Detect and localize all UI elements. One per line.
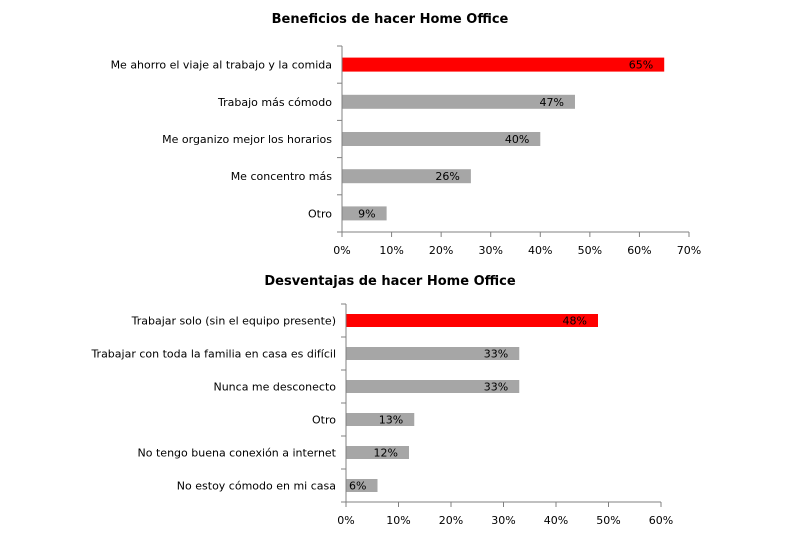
- chart-2-category-label: Trabajar con toda la familia en casa es difícil: [91, 347, 336, 361]
- chart-1-data-label: 65%: [628, 58, 654, 72]
- chart-1-x-tick-label: 60%: [627, 244, 652, 257]
- chart-1-x-tick-label: 20%: [428, 244, 454, 257]
- chart-2-data-label: 33%: [483, 347, 509, 361]
- chart-1-x-tick-label: 30%: [478, 244, 503, 257]
- chart-1-data-label: 40%: [504, 133, 530, 146]
- chart-2-x-tick-label: 40%: [543, 514, 569, 527]
- chart-1-x-tick-label: 70%: [676, 244, 702, 257]
- chart-2-disadvantages: [90, 304, 673, 527]
- chart-1-category-label: Otro: [308, 207, 332, 221]
- chart-2-x-tick-label: 20%: [438, 514, 464, 527]
- chart-2-title: Desventajas de hacer Home Office: [264, 274, 516, 289]
- chart-2-x-tick-label: 10%: [386, 514, 411, 527]
- chart-2-category-label: No estoy cómodo en mi casa: [176, 479, 336, 493]
- chart-2-data-label: 6%: [349, 479, 367, 493]
- chart-1-benefits: [111, 46, 702, 257]
- chart-2-category-label: Otro: [312, 413, 336, 427]
- chart-2-data-label: 12%: [373, 446, 398, 460]
- chart-1-data-label: 47%: [539, 95, 564, 109]
- chart-1-category-label: Me ahorro el viaje al trabajo y la comida: [110, 58, 332, 72]
- chart-2-x-tick-label: 60%: [648, 514, 674, 527]
- chart-2-category-label: Nunca me desconecto: [213, 380, 336, 394]
- chart-1-x-tick-label: 50%: [577, 244, 603, 257]
- chart-2-bar: [347, 314, 599, 327]
- chart-2-x-tick-label: 0%: [337, 514, 355, 527]
- chart-2-category-label: Trabajar solo (sin el equipo presente): [131, 314, 336, 328]
- chart-1-category-label: Me organizo mejor los horarios: [162, 133, 332, 146]
- chart-1-title: Beneficios de hacer Home Office: [271, 12, 509, 27]
- chart-2-data-label: 48%: [562, 314, 587, 328]
- chart-1-bar: [343, 58, 665, 72]
- chart-2-x-tick-label: 50%: [596, 514, 621, 527]
- chart-2-category-label: No tengo buena conexión a internet: [137, 446, 336, 460]
- chart-2-data-label: 33%: [483, 380, 509, 394]
- chart-1-x-tick-label: 10%: [379, 244, 404, 257]
- chart-1-x-tick-label: 0%: [333, 244, 351, 257]
- chart-2-data-label: 13%: [378, 413, 404, 427]
- chart-1-x-tick-label: 40%: [528, 244, 553, 257]
- chart-1-category-label: Me concentro más: [230, 170, 332, 184]
- chart-2-x-tick-label: 30%: [491, 514, 516, 527]
- chart-1-data-label: 9%: [358, 207, 376, 221]
- chart-1-data-label: 26%: [435, 170, 460, 184]
- chart-1-category-label: Trabajo más cómodo: [218, 95, 332, 109]
